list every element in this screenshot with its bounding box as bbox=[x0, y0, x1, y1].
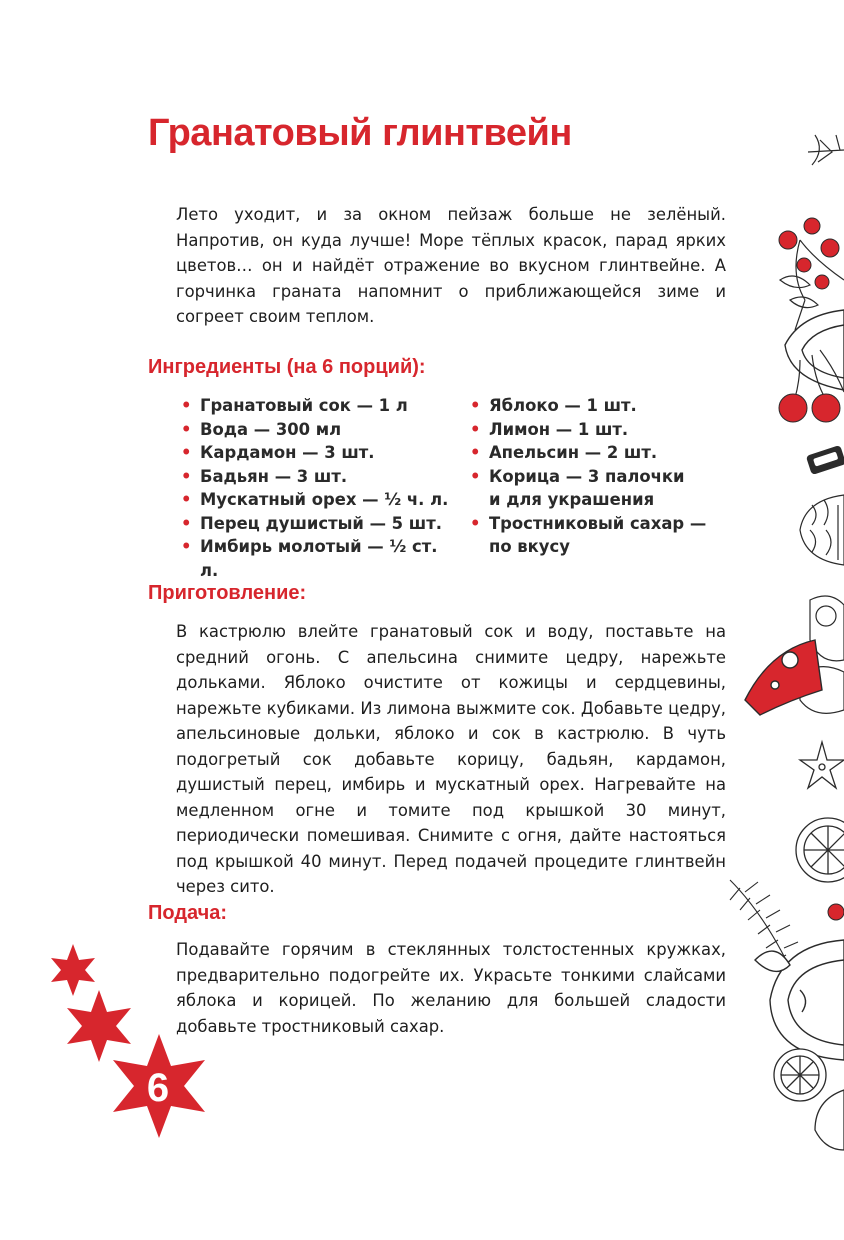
bullet: • bbox=[470, 466, 481, 486]
list-item: • Корица — 3 палочки и для украшения bbox=[470, 466, 685, 509]
medium-star-icon bbox=[67, 990, 131, 1062]
bullet: • bbox=[470, 513, 481, 533]
recipe-title: Гранатовый глинтвейн bbox=[148, 112, 572, 154]
list-item: • Вода — 300 мл bbox=[181, 418, 451, 442]
bullet: • bbox=[181, 490, 192, 509]
list-item: • Мускатный орех — ½ ч. л. bbox=[181, 488, 451, 512]
bullet: • bbox=[181, 513, 192, 533]
list-item: • Бадьян — 3 шт. bbox=[181, 465, 451, 489]
intro-paragraph: Лето уходит, и за окном пейзаж больше не зелёный. Напротив, он куда лучше! Море тёплых красок, парад ярких цветов… он и найдёт отражение во вкусном глинтвейне. А горчинка граната напомнит о приближающейся зиме и согреет своим теплом. bbox=[176, 205, 726, 326]
bullet: • bbox=[181, 466, 192, 486]
bullet: • bbox=[181, 537, 192, 556]
serving-heading: Подача: bbox=[148, 902, 228, 924]
bullet: • bbox=[181, 443, 192, 462]
ingredients-heading: Ингредиенты (на 6 порций): bbox=[148, 356, 426, 378]
bullet: • bbox=[470, 443, 481, 462]
list-item: • Тростниковый сахар — по вкусу bbox=[470, 513, 707, 556]
list-item: • Гранатовый сок — 1 л bbox=[181, 394, 451, 418]
ingredients-list-right bbox=[470, 394, 720, 559]
preparation-heading: Приготовление: bbox=[148, 582, 307, 604]
page-number: 6 bbox=[146, 1066, 170, 1110]
bullet: • bbox=[470, 396, 481, 415]
ingredients-list-left bbox=[181, 394, 451, 582]
list-item: • Кардамон — 3 шт. bbox=[181, 441, 451, 465]
bullet: • bbox=[181, 419, 192, 439]
list-item: • Перец душистый — 5 шт. bbox=[181, 512, 451, 536]
list-item: • Имбирь молотый — ½ ст. л. bbox=[181, 537, 438, 580]
small-star-icon bbox=[51, 944, 95, 996]
serving-paragraph: Подавайте горячим в стеклянных толстостенных кружках, предварительно подогрейте их. Украсьте тонкими слайсами яблока и корицей. По желанию для большей сладости добавьте тростниковый сахар. bbox=[176, 940, 726, 1036]
list-item: • Лимон — 1 шт. bbox=[470, 418, 720, 442]
preparation-paragraph: В кастрюлю влейте гранатовый сок и воду, поставьте на средний огонь. С апельсина снимите цедру, нарежьте дольками. Яблоко очистите от кожицы и сердцевины, нарежьте кубиками. Из лимона выжмите сок. Добавьте цедру, апельсиновые дольки, яблоко и сок в кастрюлю. В чуть подогретый сок добавьте корицу, бадьян, кардамон, душистый перец, имбирь и мускатный орех. Нагревайте на медленном огне и томите под крышкой 30 минут, периодически помешивая. Снимите с огня, дайте настояться под крышкой 40 минут. Перед подачей процедите глинтвейн через сито. bbox=[176, 622, 726, 896]
bullet: • bbox=[470, 419, 481, 439]
list-item: • Яблоко — 1 шт. bbox=[470, 394, 720, 418]
bullet: • bbox=[181, 396, 192, 415]
list-item: • Апельсин — 2 шт. bbox=[470, 441, 720, 465]
